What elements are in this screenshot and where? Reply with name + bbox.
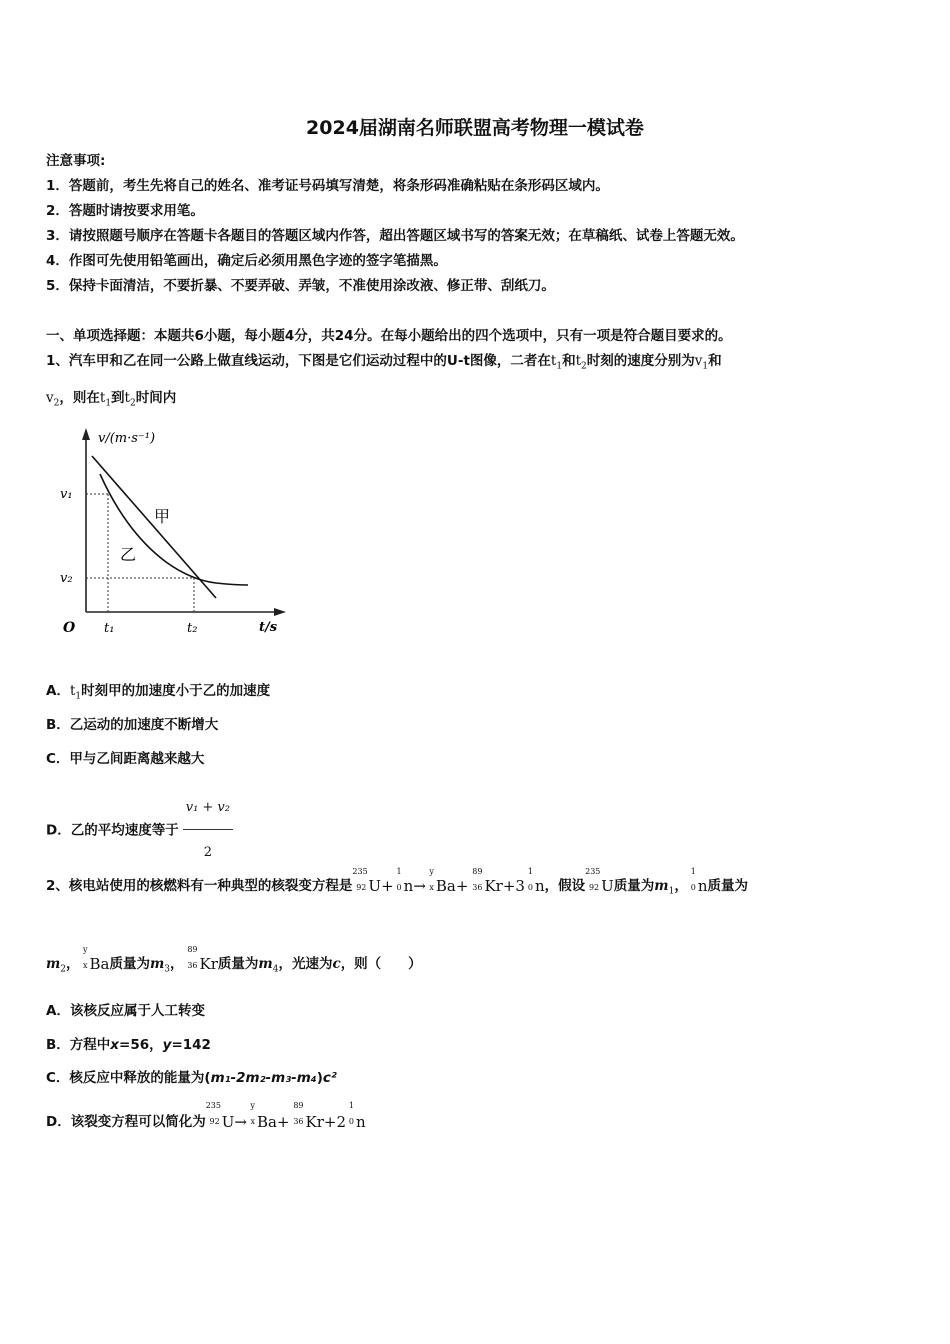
q2-option-d: D．该裂变方程可以简化为 235 92 U→ y x Ba+ 89 36 Kr+2 1 0 n: [46, 1101, 366, 1131]
t2-label: t₂: [187, 621, 198, 636]
line-jia: [92, 456, 216, 598]
x-axis-label: t/s: [259, 620, 278, 635]
average-velocity-fraction: $\frac{\text{v₁ + v₂}}{2}$: [183, 788, 233, 873]
origin-label: O: [63, 620, 76, 636]
label-jia: 甲: [154, 507, 171, 526]
label-yi: 乙: [120, 545, 137, 564]
q2-stem-line1: 2、核电站使用的核燃料有一种典型的核裂变方程是 235 92 U+ 1 0 n→ y x Ba+ 89 36 Kr+3 1 0 n，假设 235 92 U质量为$m_1$， 1 0 n质量为: [46, 867, 748, 897]
q1-option-c: C．甲与乙间距离越来越大: [46, 751, 205, 767]
q1-option-b: B．乙运动的加速度不断增大: [46, 717, 219, 733]
q1-stem-line2: $v_2$，则在$t_1$到$t_2$时间内: [46, 390, 177, 409]
notice-item-1: 1．答题前，考生先将自己的姓名、准考证号码填写清楚，将条形码准确粘贴在条形码区域内。: [46, 178, 609, 194]
page-title: 2024届湖南名师联盟高考物理一模试卷: [306, 117, 644, 139]
notice-item-4: 4．作图可先使用铅笔画出，确定后必须用黑色字迹的签字笔描黑。: [46, 253, 447, 269]
q2-option-c: C．核反应中释放的能量为(m₁-2m₂-m₃-m₄)c²: [46, 1070, 337, 1086]
y-axis-label: v/(m·s⁻¹): [98, 431, 156, 446]
notice-item-3: 3．请按照题号顺序在答题卡各题目的答题区域内作答，超出答题区域书写的答案无效；在草稿纸、试卷上答题无效。: [46, 228, 744, 244]
v2-label: v₂: [60, 571, 73, 586]
x-axis-arrow: [274, 608, 286, 616]
q1-stem-line1: 1、汽车甲和乙在同一公路上做直线运动，下图是它们运动过程中的U-t图像，二者在$t_1$和$t_2$时刻的速度分别为$v_1$和: [46, 353, 722, 372]
t1-label: t₁: [104, 621, 115, 636]
vt-graph: [56, 422, 306, 642]
q2-stem-line2: $m_2$， y x Ba质量为$m_3$， 89 36 Kr质量为$m_4$，光速为c，则（ ）: [46, 945, 422, 975]
notice-heading: 注意事项:: [46, 153, 106, 169]
y-axis-arrow: [82, 428, 90, 440]
notice-item-5: 5．保持卡面清洁，不要折暴、不要弄破、弄皱，不准使用涂改液、修正带、刮纸刀。: [46, 278, 555, 294]
q1-option-d: D．乙的平均速度等于 $\frac{\text{v₁ + v₂}}{2}$: [46, 788, 233, 873]
notice-item-2: 2．答题时请按要求用笔。: [46, 203, 204, 219]
q2-option-b: B．方程中x=56，y=142: [46, 1037, 211, 1053]
q1-option-a: A．$t_1$时刻甲的加速度小于乙的加速度: [46, 683, 271, 702]
section-heading: 一、单项选择题：本题共6小题，每小题4分，共24分。在每小题给出的四个选项中，只有一项是符合题目要求的。: [46, 328, 732, 344]
q2-option-a: A．该核反应属于人工转变: [46, 1003, 205, 1019]
v1-label: v₁: [60, 487, 73, 502]
